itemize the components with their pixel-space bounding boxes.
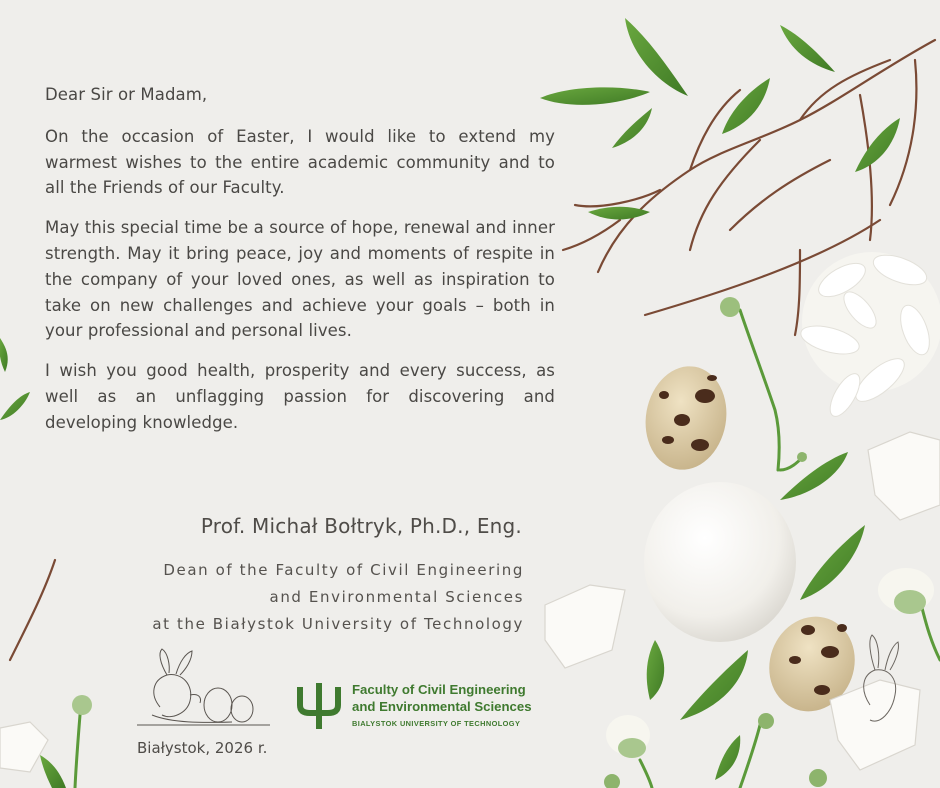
- role-line-3: at the Białystok University of Technology: [152, 615, 524, 633]
- letter-paragraph-3: I wish you good health, prosperity and every success, as well as an unflagging passion for discovering and developing knowledge.: [45, 361, 555, 432]
- role-line-2: and Environmental Sciences: [269, 588, 524, 606]
- signatory-name: Prof. Michał Bołtryk, Ph.D., Eng.: [200, 514, 522, 538]
- greeting: Dear Sir or Madam,: [45, 85, 208, 104]
- bunny-line-drawing: [132, 645, 277, 733]
- role-line-1: Dean of the Faculty of Civil Engineering: [163, 561, 524, 579]
- logo-text: [352, 681, 532, 728]
- logo-line-1: Faculty of Civil Engineering: [352, 682, 526, 697]
- logo-line-3: BIALYSTOK UNIVERSITY OF TECHNOLOGY: [352, 719, 521, 728]
- letter-paragraph-1: On the occasion of Easter, I would like to extend my warmest wishes to the entire academic community and to all the Friends of our Faculty.: [45, 126, 555, 198]
- letter-paragraph-2: May this special time be a source of hope, renewal and inner strength. May it bring peace, joy and moments of respite in the company of your loved ones, as well as inspiration to take on new challenges and achieve your goals – both in your professional and personal lives.: [45, 218, 555, 341]
- white-flower: [798, 249, 940, 421]
- logo-line-2: and Environmental Sciences: [352, 699, 532, 714]
- letter-body: [45, 82, 555, 450]
- faculty-emblem-icon: [296, 679, 342, 731]
- signatory-role: [152, 557, 524, 638]
- place-and-date: Białystok, 2026 r.: [137, 739, 268, 757]
- faculty-logo: [296, 679, 556, 739]
